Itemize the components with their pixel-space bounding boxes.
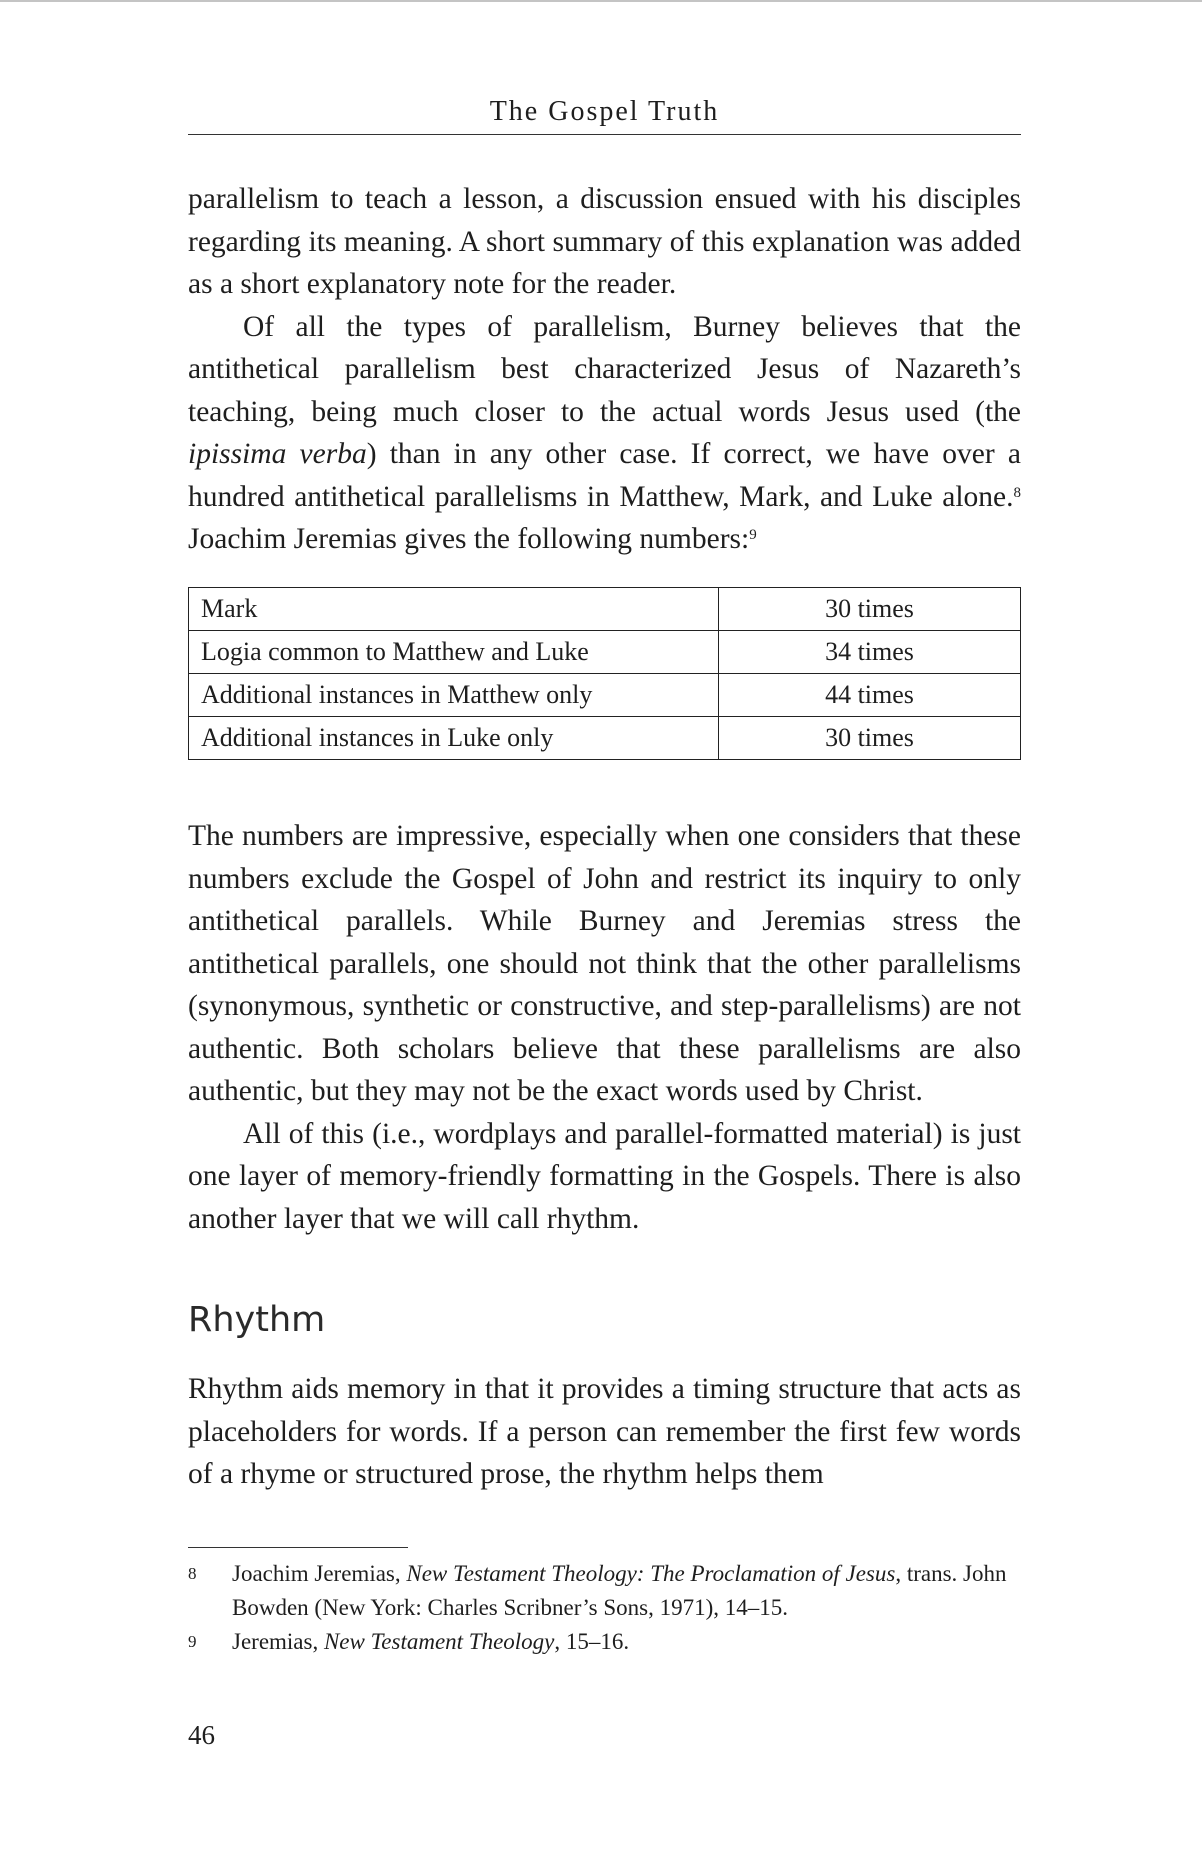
footnote-item	[188, 1625, 1021, 1659]
table-cell-label: Logia common to Matthew and Luke	[189, 631, 719, 674]
body-paragraph-parallelism	[188, 306, 1021, 561]
table-row	[189, 674, 1021, 717]
text-run: ) than in any other case. If correct, we have over a hundred antithetical parallelisms in Matthew, Mark, and Luke alone.	[188, 438, 1021, 513]
footnote-ref[interactable]: 8	[1013, 484, 1021, 501]
body-paragraph: All of this (i.e., wordplays and parallel-formatted material) is just one layer of memory-friendly formatting in the Gospels. There is also another layer that we will call rhythm.	[188, 1117, 1021, 1235]
table-row	[189, 631, 1021, 674]
footnotes	[188, 1557, 1021, 1659]
table-row	[189, 717, 1021, 760]
footnote-text: Jeremias,	[232, 1629, 324, 1654]
body-paragraph: parallelism to teach a lesson, a discussion ensued with his disciples regarding its meaning. A short summary of this explanation was added as a short explanatory note for the reader.	[188, 183, 1021, 300]
table-cell-label: Additional instances in Luke only	[189, 717, 719, 760]
table-cell-label: Mark	[189, 588, 719, 631]
footnote-title: New Testament Theology	[323, 1629, 555, 1654]
body-text-middle	[188, 815, 1021, 1240]
text-run: Joachim Jeremias gives the following numbers:	[188, 523, 750, 555]
footnote-number: 9	[188, 1632, 197, 1651]
body-text-bottom	[188, 1368, 1021, 1496]
table-row	[189, 588, 1021, 631]
section-heading: Rhythm	[188, 1300, 326, 1340]
body-paragraph: Rhythm aids memory in that it provides a timing structure that acts as placeholders for words. If a person can remember the first few words of a rhyme or structured prose, the rhythm helps them	[188, 1373, 1021, 1490]
footnote-text: Joachim Jeremias,	[232, 1561, 407, 1586]
footnote-separator	[188, 1547, 408, 1548]
top-border-rule	[0, 0, 1202, 2]
running-head: The Gospel Truth	[489, 96, 720, 127]
footnote-title: New Testament Theology: The Proclamation of Jesus	[406, 1561, 896, 1586]
table-cell-count: 30 times	[719, 588, 1021, 631]
antithetical-parallelism-table	[188, 587, 1021, 760]
footnote-item	[188, 1557, 1021, 1625]
table-cell-count: 34 times	[719, 631, 1021, 674]
footnote-ref[interactable]: 9	[749, 527, 757, 543]
body-paragraph: The numbers are impressive, especially when one considers that these numbers exclude the Gospel of John and restrict its inquiry to only antithetical parallels. While Burney and Jeremias stress the antithetical parallels, one should not think that the other parallelisms (synonymous, synthetic or constructive, and step-parallelisms) are not authentic. Both scholars believe that these parallelisms are also authentic, but they may not be the exact words used by Christ.	[188, 820, 1021, 1107]
italic-term: ipissima verba	[188, 438, 367, 470]
body-text-top	[188, 178, 1021, 561]
footnote-number: 8	[188, 1564, 197, 1583]
page-number: 46	[188, 1720, 215, 1750]
table-cell-count: 44 times	[719, 674, 1021, 717]
footnote-text: , trans. John Bowden (New York: Charles Scribner’s Sons, 1971), 14–15.	[232, 1561, 1007, 1620]
table-cell-count: 30 times	[719, 717, 1021, 760]
footnote-text: , 15–16.	[554, 1629, 630, 1654]
table-cell-label: Additional instances in Matthew only	[189, 674, 719, 717]
text-run: Of all the types of parallelism, Burney believes that the antithetical parallelism best characterized Jesus of Nazareth’s teaching, being much closer to the actual words Jesus used (the	[188, 310, 1021, 428]
running-head-rule	[188, 134, 1021, 135]
